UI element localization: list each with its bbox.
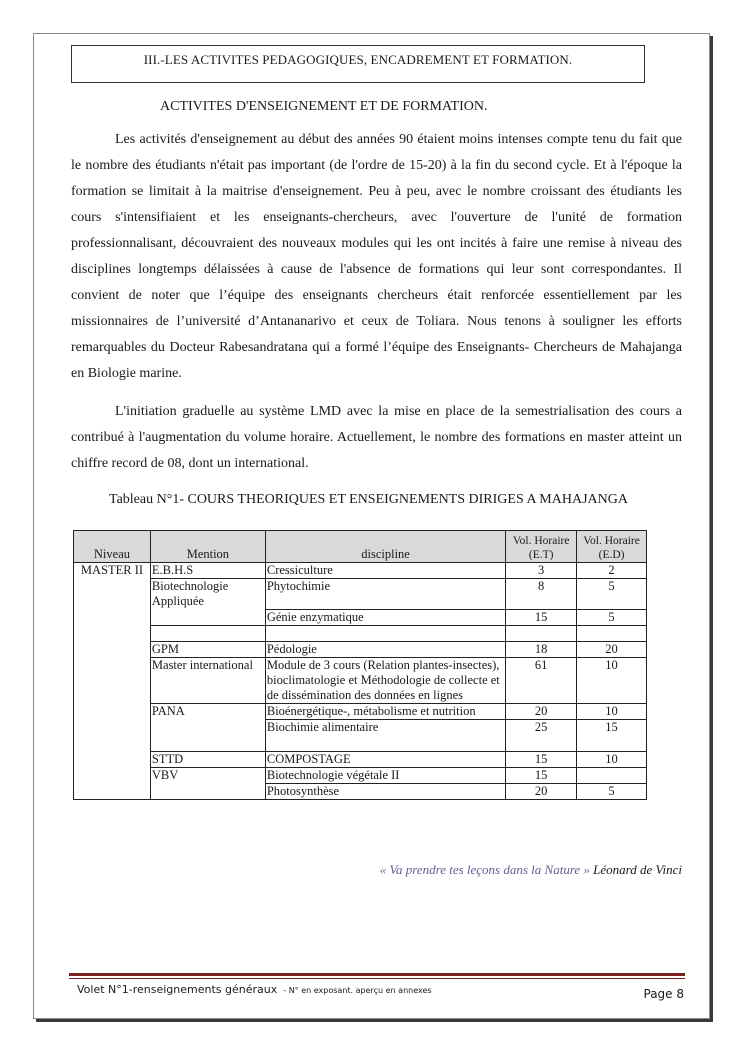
subheading: ACTIVITES D'ENSEIGNEMENT ET DE FORMATION. bbox=[160, 99, 488, 114]
mention-cell: GPM bbox=[150, 641, 265, 657]
courses-table bbox=[73, 530, 647, 800]
paragraph-1: Les activités d'enseignement au début des années 90 étaient moins intenses compte tenu du fait que le nombre des étudiants n'était pas important (de l'ordre de 15-20) à la fin du second cycle. Et à l'époque la formation se limitait à la maitrise d'enseignement. Peu à peu, avec le nombre croissant des étudiants les cours s'intensifiaient et les enseignants-chercheurs, avec l'ouverture de l'unité de formation professionnalisant, découvraient des nouveaux modules qui les ont incités à faire une remise à niveau des disciplines longtemps délaissées à cause de l'absence de formations qui leur sont correspondantes. Il convient de noter que l’équipe des enseignants chercheurs était renforcée essentiellement par les missionnaires de l’université d’Antananarivo et ceux de Toliara. Nous tenons à souligner les efforts remarquables du Docteur Rabesandratana qui a formé l’équipe des Enseignants- Chercheurs de Mahajanga en Biologie marine. bbox=[71, 132, 682, 381]
vol-et-cell: 15 bbox=[506, 767, 577, 783]
page-number: Page 8 bbox=[643, 987, 684, 1001]
discipline-cell: Biochimie alimentaire bbox=[265, 719, 505, 751]
discipline-cell: Cressiculture bbox=[265, 563, 505, 579]
footer-title: Volet N°1-renseignements généraux bbox=[77, 983, 278, 996]
table-row bbox=[74, 641, 647, 657]
vol-et-cell: 20 bbox=[506, 783, 577, 799]
vol-ed-cell: 5 bbox=[577, 609, 647, 625]
vol-ed-cell: 5 bbox=[577, 783, 647, 799]
section-title: III.-LES ACTIVITES PEDAGOGIQUES, ENCADREMENT ET FORMATION. bbox=[71, 45, 645, 83]
mention-cell bbox=[150, 625, 265, 641]
discipline-cell: Bioénergétique-, métabolisme et nutrition bbox=[265, 703, 505, 719]
vol-et-cell: 15 bbox=[506, 751, 577, 767]
table-row bbox=[74, 767, 647, 783]
mention-cell bbox=[150, 609, 265, 625]
header-vol-ed: Vol. Horaire (E.D) bbox=[577, 531, 647, 563]
table-row bbox=[74, 751, 647, 767]
header-vol-et: Vol. Horaire (E.T) bbox=[506, 531, 577, 563]
vol-et-cell: 61 bbox=[506, 657, 577, 703]
table-row bbox=[74, 609, 647, 625]
footer-rule bbox=[69, 973, 685, 976]
header-niveau: Niveau bbox=[74, 531, 151, 563]
vol-ed-cell: 10 bbox=[577, 751, 647, 767]
vol-et-cell: 3 bbox=[506, 563, 577, 579]
discipline-cell bbox=[265, 625, 505, 641]
footer-note: - N° en exposant. aperçu en annexes bbox=[283, 986, 432, 995]
discipline-cell: Photosynthèse bbox=[265, 783, 505, 799]
table-row bbox=[74, 657, 647, 703]
vol-ed-cell: 2 bbox=[577, 563, 647, 579]
vol-et-cell: 18 bbox=[506, 641, 577, 657]
vol-et-cell: 25 bbox=[506, 719, 577, 751]
niveau-cell: MASTER II bbox=[74, 563, 151, 800]
vol-et-cell bbox=[506, 625, 577, 641]
discipline-cell: Module de 3 cours (Relation plantes-insectes), bioclimatologie et Méthodologie de collecte et de dissémination des données en lignes bbox=[265, 657, 505, 703]
quote bbox=[380, 862, 682, 878]
vol-ed-cell: 10 bbox=[577, 703, 647, 719]
vol-et-cell: 15 bbox=[506, 609, 577, 625]
table-row bbox=[74, 703, 647, 719]
vol-ed-cell: 20 bbox=[577, 641, 647, 657]
table-row bbox=[74, 563, 647, 579]
paragraph-2: L'initiation graduelle au système LMD avec la mise en place de la semestrialisation des cours a contribué à l'augmentation du volume horaire. Actuellement, le nombre des formations en master atteint un chiffre record de 08, dont un international. bbox=[71, 404, 682, 471]
vol-ed-cell bbox=[577, 625, 647, 641]
vol-et-cell: 8 bbox=[506, 579, 577, 610]
mention-cell: Master international bbox=[150, 657, 265, 703]
discipline-cell: Biotechnologie végétale II bbox=[265, 767, 505, 783]
table-header-row bbox=[74, 531, 647, 563]
table-title: Tableau N°1- COURS THEORIQUES ET ENSEIGNEMENTS DIRIGES A MAHAJANGA bbox=[109, 492, 628, 507]
vol-ed-cell: 5 bbox=[577, 579, 647, 610]
vol-ed-cell bbox=[577, 767, 647, 783]
vol-ed-cell: 15 bbox=[577, 719, 647, 751]
discipline-cell: Pédologie bbox=[265, 641, 505, 657]
discipline-cell: Génie enzymatique bbox=[265, 609, 505, 625]
discipline-cell: Phytochimie bbox=[265, 579, 505, 610]
mention-cell: VBV bbox=[150, 767, 265, 799]
vol-ed-cell: 10 bbox=[577, 657, 647, 703]
quote-text: « Va prendre tes leçons dans la Nature » bbox=[379, 862, 590, 877]
mention-cell: Biotechnologie Appliquée bbox=[150, 579, 265, 610]
mention-cell: PANA bbox=[150, 703, 265, 751]
header-mention: Mention bbox=[150, 531, 265, 563]
header-discipline: discipline bbox=[265, 531, 505, 563]
quote-author: Léonard de Vinci bbox=[593, 862, 682, 877]
discipline-cell: COMPOSTAGE bbox=[265, 751, 505, 767]
table-row bbox=[74, 625, 647, 641]
mention-cell: STTD bbox=[150, 751, 265, 767]
vol-et-cell: 20 bbox=[506, 703, 577, 719]
mention-cell: E.B.H.S bbox=[150, 563, 265, 579]
footer-label bbox=[77, 983, 432, 996]
table-row bbox=[74, 579, 647, 610]
footer-rule-thin bbox=[69, 978, 685, 979]
